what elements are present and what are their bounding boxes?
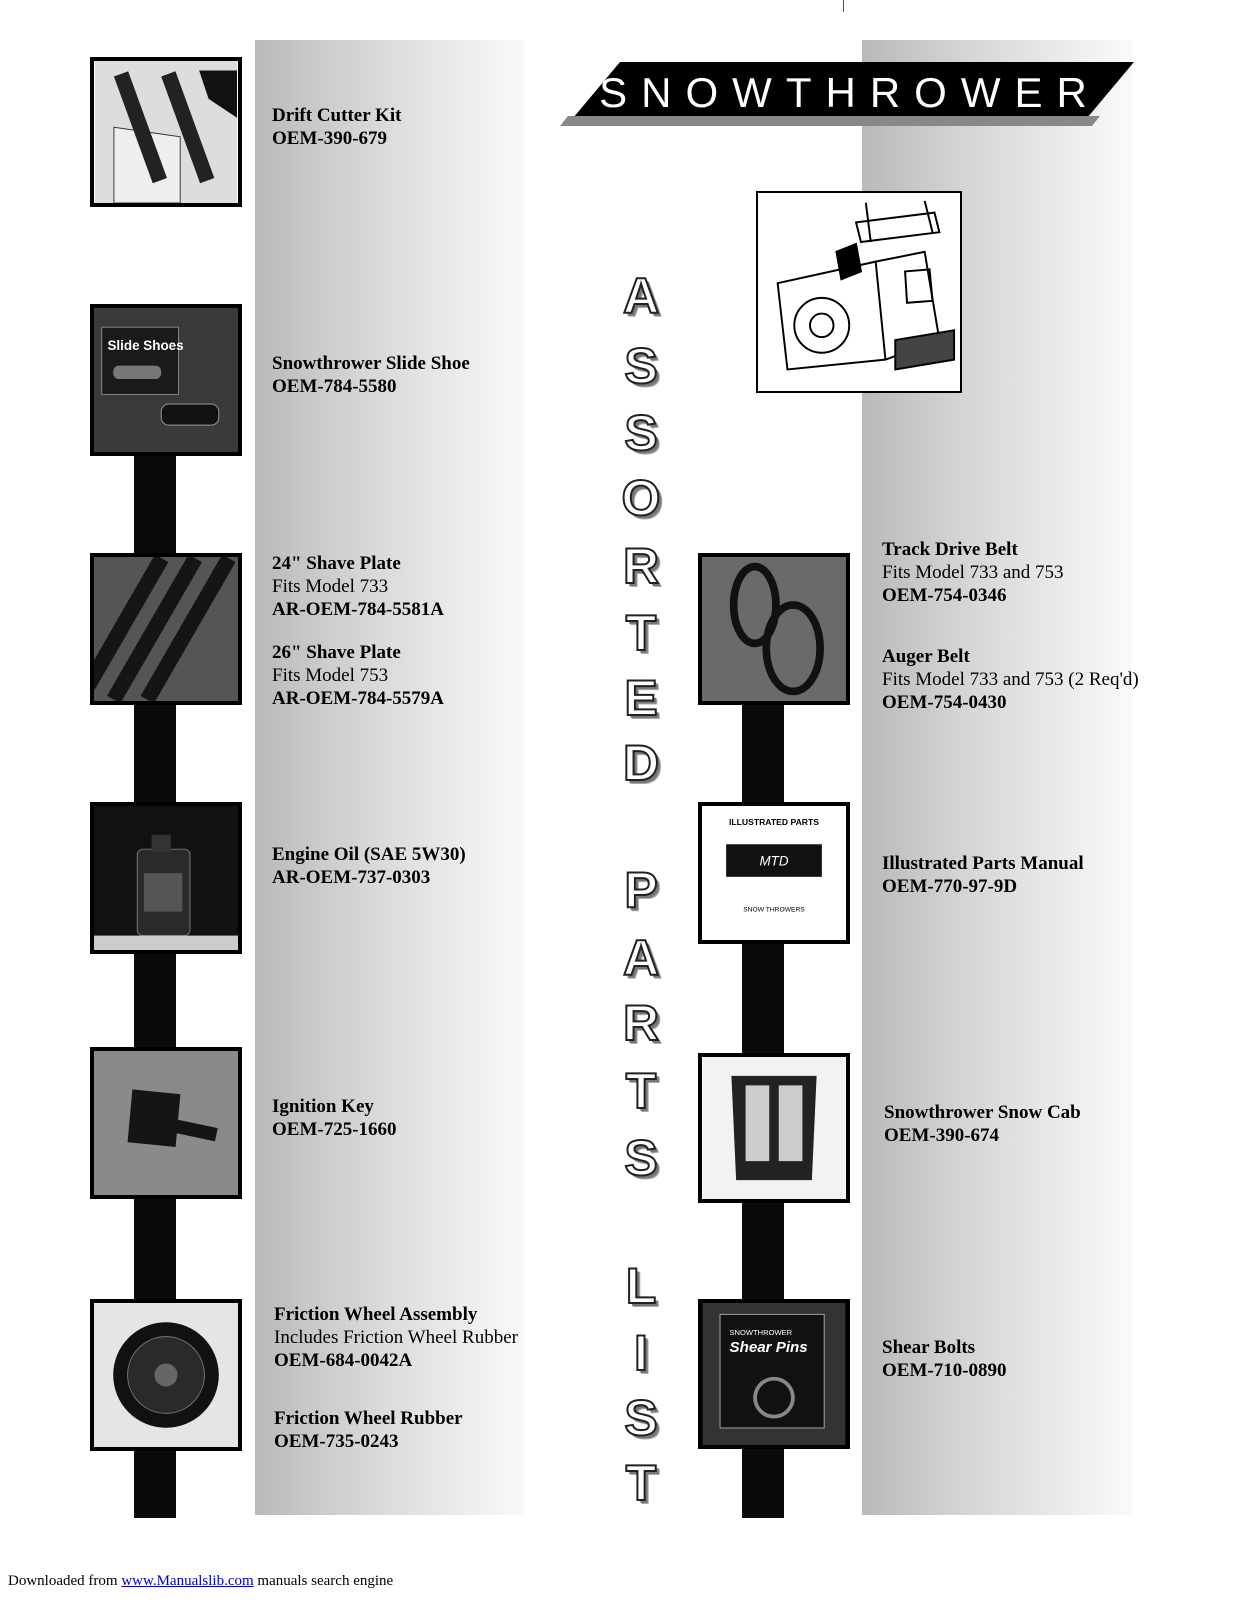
part-name: Friction Wheel Rubber (274, 1408, 463, 1429)
part-name: Snowthrower Slide Shoe (272, 353, 470, 374)
title-letter: R (622, 995, 660, 1051)
part-auger-belt (882, 645, 1139, 714)
friction-wheel-photo (90, 1299, 242, 1451)
title-letter: T (625, 605, 657, 661)
belt-icon (702, 557, 846, 701)
footer (8, 1573, 393, 1590)
part-26-shave-plate (272, 641, 444, 710)
part-friction-wheel-rubber (274, 1407, 463, 1453)
part-name: Auger Belt (882, 646, 970, 667)
part-name: Ignition Key (272, 1096, 374, 1117)
banner-title: SNOWTHROWER (599, 69, 1101, 116)
ignition-key-photo (90, 1047, 242, 1199)
part-name: Friction Wheel Assembly (274, 1304, 478, 1325)
title-letter: S (624, 1130, 658, 1186)
part-24-shave-plate (272, 552, 444, 621)
part-code: OEM-684-0042A (274, 1350, 413, 1371)
shear-bolts-photo (698, 1299, 850, 1449)
part-code: OEM-725-1660 (272, 1119, 397, 1140)
part-fit: Fits Model 733 and 753 (882, 562, 1064, 583)
manual-brand-text: MTD (759, 853, 789, 869)
part-illustrated-parts-manual (882, 852, 1084, 898)
title-letter: I (634, 1325, 648, 1381)
part-name: 26" Shave Plate (272, 642, 401, 663)
title-letter: S (624, 405, 658, 461)
part-engine-oil (272, 843, 466, 889)
part-code: OEM-735-0243 (274, 1431, 399, 1452)
part-fit: Fits Model 733 and 753 (2 Req'd) (882, 669, 1139, 690)
drift-cutter-icon (94, 61, 238, 203)
title-letter: O (621, 470, 661, 526)
left-grey-band (255, 40, 525, 1515)
shear-box-title: Shear Pins (729, 1339, 808, 1357)
snowthrower-banner (560, 60, 1140, 126)
manual-sub-text: SNOW THROWERS (743, 906, 805, 914)
footer-prefix: Downloaded from (8, 1573, 122, 1589)
part-code: OEM-770-97-9D (882, 876, 1018, 897)
part-code: OEM-754-0346 (882, 585, 1007, 606)
title-letter: S (624, 338, 658, 394)
title-letter: E (624, 670, 658, 726)
part-code: AR-OEM-737-0303 (272, 867, 431, 888)
part-code: OEM-390-674 (884, 1125, 1000, 1146)
part-code: OEM-754-0430 (882, 692, 1007, 713)
drift-cutter-kit-photo (90, 57, 242, 207)
engine-oil-photo (90, 802, 242, 954)
title-letter: A (622, 268, 660, 324)
footer-suffix: manuals search engine (253, 1573, 394, 1589)
friction-wheel-icon (94, 1303, 238, 1447)
part-code: AR-OEM-784-5579A (272, 688, 445, 709)
part-friction-wheel-assembly (274, 1303, 518, 1372)
parts-manual-photo (698, 802, 850, 944)
part-name: Illustrated Parts Manual (882, 853, 1084, 874)
shear-box-sub: SNOWTHROWER (729, 1328, 793, 1338)
title-letter: R (622, 538, 660, 594)
title-letter: T (625, 1063, 657, 1119)
part-name: Drift Cutter Kit (272, 105, 402, 126)
snow-cab-icon (702, 1057, 846, 1199)
snowthrower-drawing (758, 193, 960, 391)
oil-bottle-icon (94, 806, 238, 950)
title-letter: P (624, 862, 658, 918)
part-snow-cab (884, 1101, 1081, 1147)
part-code: OEM-784-5580 (272, 376, 397, 397)
slide-shoe-photo (90, 304, 242, 456)
snowthrower-illustration (756, 191, 962, 393)
shave-plate-icon (94, 557, 238, 701)
slide-shoe-icon (94, 308, 238, 452)
part-ignition-key (272, 1095, 397, 1141)
part-fit: Includes Friction Wheel Rubber (274, 1327, 518, 1348)
manual-cover-icon (702, 806, 846, 940)
shear-pins-icon (702, 1303, 846, 1445)
part-drift-cutter-kit (272, 104, 401, 150)
part-name: Track Drive Belt (882, 539, 1018, 560)
part-name: Shear Bolts (882, 1337, 976, 1358)
manual-header-text: ILLUSTRATED PARTS (728, 817, 820, 828)
title-letter: T (625, 1455, 657, 1511)
ignition-key-icon (94, 1051, 238, 1195)
top-mark: | (842, 0, 845, 13)
title-letter: S (624, 1390, 658, 1446)
title-letter: L (625, 1258, 657, 1314)
part-code: OEM-710-0890 (882, 1360, 1007, 1381)
snow-cab-photo (698, 1053, 850, 1203)
part-name: Engine Oil (SAE 5W30) (272, 844, 466, 865)
part-name: Snowthrower Snow Cab (884, 1102, 1081, 1123)
part-track-drive-belt (882, 538, 1064, 607)
part-fit: Fits Model 733 (272, 576, 389, 597)
shave-plate-photo (90, 553, 242, 705)
part-name: 24" Shave Plate (272, 553, 401, 574)
part-shear-bolts (882, 1336, 1007, 1382)
part-slide-shoe (272, 352, 470, 398)
title-letter: D (622, 735, 660, 791)
part-code: OEM-390-679 (272, 128, 388, 149)
title-letter: A (622, 930, 660, 986)
slide-shoe-box-label: Slide Shoes (107, 338, 184, 354)
belts-photo (698, 553, 850, 705)
manualslib-link[interactable]: www.Manualslib.com (121, 1573, 254, 1589)
part-fit: Fits Model 753 (272, 665, 389, 686)
part-code: AR-OEM-784-5581A (272, 599, 445, 620)
